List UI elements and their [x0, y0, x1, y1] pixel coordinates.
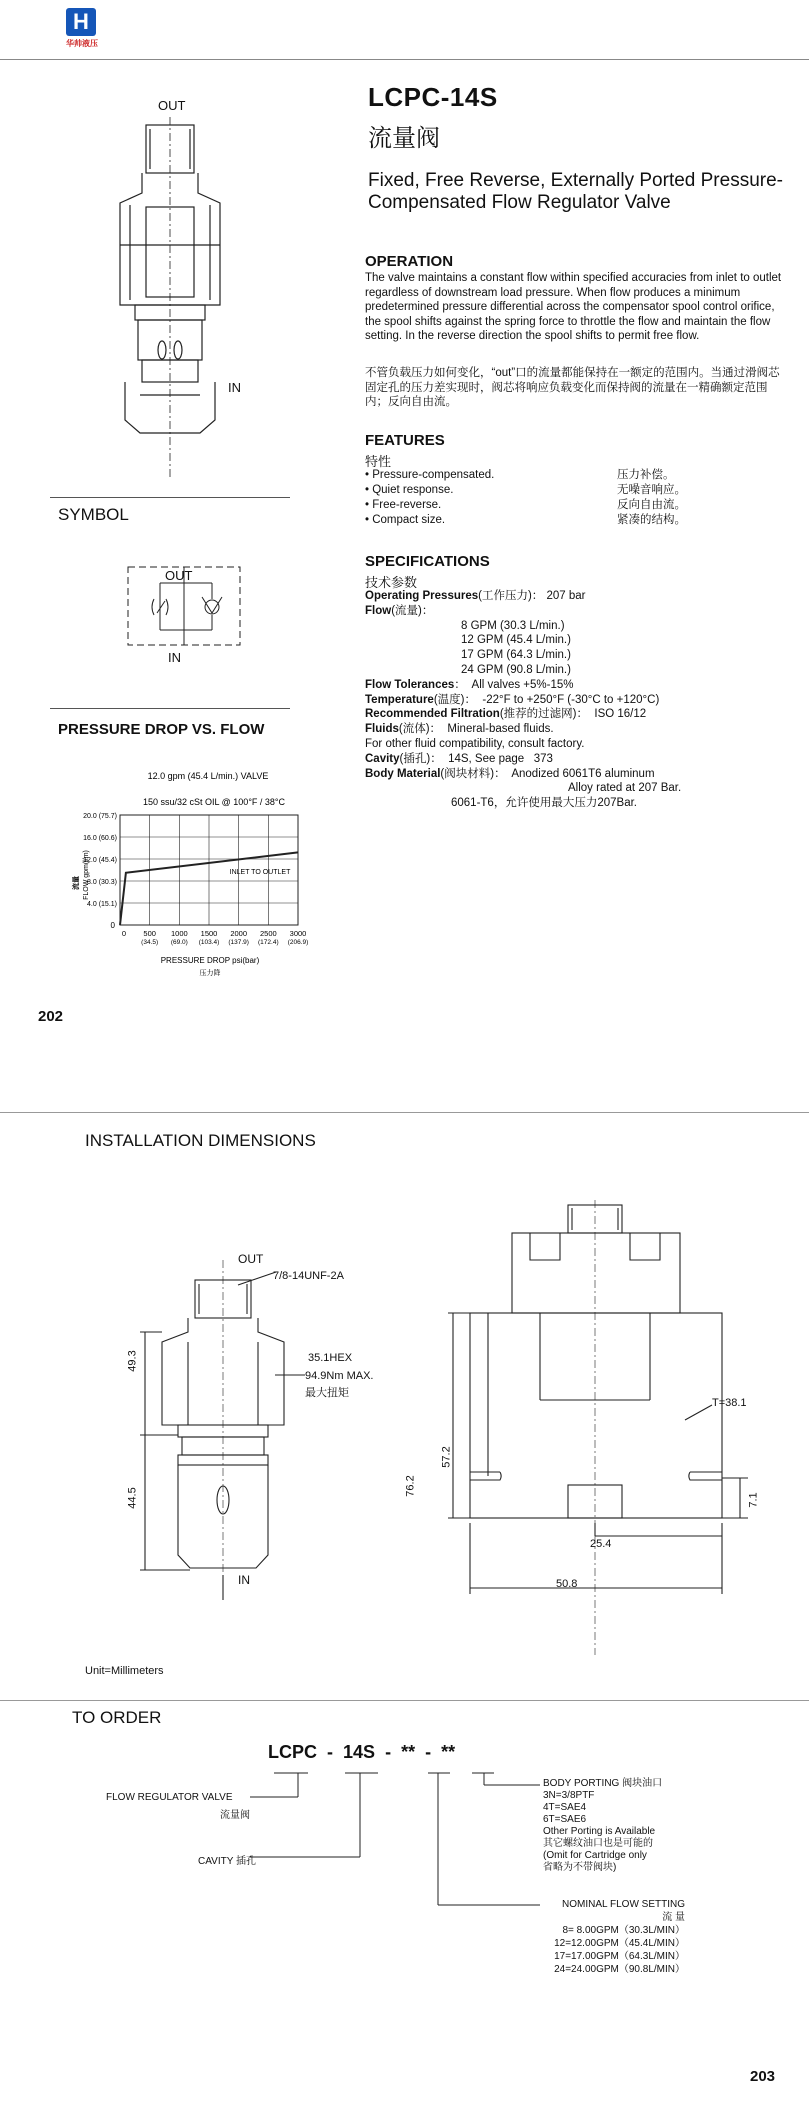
- order-code-sep: -: [385, 1742, 392, 1762]
- spec-temperature: [365, 693, 681, 708]
- install-hex-label: 35.1HEX: [308, 1352, 353, 1364]
- install-thread-label: 7/8-14UNF-2A: [273, 1270, 344, 1282]
- feature-item: [365, 498, 686, 513]
- logo-mark: H: [66, 8, 96, 36]
- order-code: [268, 1742, 455, 1763]
- model-title-cn: 流量阀: [368, 125, 440, 152]
- spec-filtration: [365, 707, 681, 722]
- spec-flow-value: (流量)：: [391, 604, 434, 617]
- chart-x-tick-label: 2500: [259, 929, 277, 938]
- nominal-line: 17=17.00GPM（64.3L/MIN）: [554, 1951, 685, 1962]
- nominal-title: NOMINAL FLOW SETTING: [562, 1899, 685, 1910]
- installation-heading: INSTALLATION DIMENSIONS: [85, 1131, 316, 1150]
- drawing-out-label: OUT: [158, 98, 186, 113]
- dim-76-2: 76.2: [404, 1475, 417, 1497]
- order-code-porting: **: [441, 1742, 456, 1762]
- dim-t-38-1: T=38.1: [712, 1397, 747, 1409]
- order-code-sep: -: [425, 1742, 432, 1762]
- features-heading: FEATURES: [365, 432, 445, 449]
- chart-y-tick-label: 4.0 (15.1): [87, 901, 117, 908]
- spec-fluids-note: For other fluid compatibility, consult factory.: [365, 737, 585, 750]
- dim-25-4: 25.4: [590, 1538, 612, 1550]
- spec-cavity-label: Cavity: [365, 752, 400, 765]
- install-out-label: OUT: [238, 1252, 264, 1266]
- install-torque-cn: 最大扭矩: [305, 1387, 349, 1399]
- chart-x-tick-bar-label: (34.5): [141, 939, 159, 946]
- spec-body: [365, 767, 681, 782]
- top-rule: [0, 59, 809, 60]
- spec-fluids: [365, 722, 681, 737]
- chart-x-tick-label: 0: [121, 929, 127, 938]
- spec-fluids-label: Fluids: [365, 723, 399, 736]
- body-porting-line: 其它螺纹油口也是可能的: [543, 1838, 653, 1849]
- chart-rule: [50, 708, 290, 709]
- chart-y-tick-label: 12.0 (45.4): [83, 857, 117, 864]
- page-separator: [0, 1112, 809, 1113]
- chart-x-tick-label: 2000: [230, 929, 248, 938]
- feature-cn: 无噪音响应。: [617, 484, 686, 496]
- dim-49-3: 49.3: [126, 1350, 139, 1372]
- operation-text-cn: 不管负载压力如何变化，“out”口的流量都能保持在一额定的范围内。当通过滑阀芯固定孔的压力差实现时，阀芯将响应负载变化而保持阀的流量在一精确额定范围内；反向自由流。: [365, 367, 780, 409]
- feature-item: [365, 483, 686, 498]
- nominal-line: 8= 8.00GPM（30.3L/MIN）: [562, 1925, 685, 1936]
- spec-temperature-value: (温度)： -22°F to +250°F (-30°C to +120°C): [433, 693, 660, 706]
- spec-flow-value-3: 17 GPM (64.3 L/min.): [461, 649, 571, 662]
- dim-7-1: 7.1: [747, 1492, 760, 1508]
- symbol-heading: SYMBOL: [58, 505, 129, 524]
- order-code-sep: -: [327, 1742, 334, 1762]
- spec-temperature-label: Temperature: [365, 693, 434, 706]
- order-flow-reg-label: FLOW REGULATOR VALVE: [106, 1792, 233, 1803]
- order-separator: [0, 1700, 809, 1701]
- chart-x-tick-label: 500: [143, 929, 156, 938]
- spec-flow-value-1: 8 GPM (30.3 L/min.): [461, 619, 565, 632]
- chart-x-tick-bar-label: (137.9): [228, 939, 249, 946]
- spec-fluids-value: (流体)： Mineral-based fluids.: [398, 723, 554, 736]
- body-porting-title: BODY PORTING 阀块油口: [543, 1778, 663, 1789]
- feature-cn: 紧凑的结构。: [617, 514, 686, 526]
- spec-body-value: (阀块材料)： Anodized 6061T6 aluminum: [440, 767, 655, 780]
- chart-y-tick-label: 16.0 (60.6): [83, 835, 117, 842]
- features-heading-cn: 特性: [365, 454, 392, 469]
- chart-x-tick-label: 1000: [170, 929, 188, 938]
- spec-tolerance: [365, 678, 681, 693]
- symbol-rule: [50, 497, 290, 498]
- spec-flow-value-2: 12 GPM (45.4 L/min.): [461, 634, 571, 647]
- feature-en: • Compact size.: [365, 514, 446, 526]
- chart-x-tick-label: 1500: [200, 929, 218, 938]
- model-title: LCPC-14S: [368, 82, 498, 112]
- order-code-cavity: 14S: [343, 1742, 376, 1762]
- feature-en: • Quiet response.: [365, 484, 454, 496]
- features-list: [365, 468, 686, 528]
- model-subtitle: Fixed, Free Reverse, Externally Ported Pressure-Compensated Flow Regulator Valve: [368, 170, 783, 213]
- dim-57-2: 57.2: [440, 1446, 453, 1468]
- chart-x-ticks: [122, 929, 308, 946]
- chart-ylabel-cn: 流量: [73, 876, 80, 890]
- body-porting-line: 4T=SAE4: [543, 1802, 587, 1813]
- feature-en: • Pressure-compensated.: [365, 469, 495, 481]
- order-heading: TO ORDER: [72, 1708, 162, 1727]
- unit-note: Unit=Millimeters: [85, 1665, 164, 1677]
- feature-en: • Free-reverse.: [365, 499, 442, 511]
- logo-brand-text: 华帅液压: [66, 39, 98, 48]
- order-nominal-flow: [535, 1898, 685, 1976]
- chart-subtitle: 150 ssu/32 cSt OIL @ 100°F / 38°C: [142, 797, 286, 807]
- drawing-in-label: IN: [228, 380, 241, 395]
- page-number-202: 202: [38, 1008, 64, 1025]
- feature-item: [365, 468, 686, 483]
- feature-cn: 压力补偿。: [617, 469, 675, 481]
- chart-xlabel-cn: 压力降: [199, 970, 221, 977]
- brand-logo: [52, 8, 112, 54]
- spec-body-value2: Alloy rated at 207 Bar.: [568, 782, 682, 795]
- pressure-drop-chart: [50, 765, 310, 990]
- chart-x-tick-bar-label: (172.4): [258, 939, 279, 946]
- symbol-in-label: IN: [168, 650, 181, 665]
- order-code-flow: **: [401, 1742, 416, 1762]
- specifications-block: [365, 589, 681, 811]
- chart-title: 12.0 gpm (45.4 L/min.) VALVE: [147, 771, 269, 781]
- spec-filtration-value: (推荐的过滤网)： ISO 16/12: [499, 708, 647, 721]
- chart-x-tick-bar-label: (69.0): [170, 939, 188, 946]
- spec-op-pressure-value: (工作压力)： 207 bar: [478, 590, 586, 602]
- spec-flow-label: Flow: [365, 604, 392, 617]
- nominal-line: 12=12.00GPM（45.4L/MIN）: [554, 1938, 685, 1949]
- body-porting-line: 6T=SAE6: [543, 1814, 587, 1825]
- dim-44-5: 44.5: [126, 1487, 139, 1509]
- body-porting-line: 3N=3/8PTF: [543, 1790, 595, 1801]
- install-torque-label: 94.9Nm MAX.: [305, 1370, 374, 1382]
- body-porting-line: (Omit for Cartridge only: [543, 1850, 647, 1861]
- order-code-series: LCPC: [268, 1742, 317, 1762]
- cartridge-section-drawing: [90, 95, 290, 485]
- chart-xlabel: PRESSURE DROP psi(bar): [160, 956, 260, 965]
- page-number-203: 203: [750, 2068, 776, 2085]
- chart-y-origin: 0: [110, 921, 115, 930]
- order-leader-lines: [250, 1765, 570, 1945]
- installation-dimensions-drawing: [100, 1180, 809, 1680]
- body-porting-line: 省略为不带阀块): [543, 1862, 617, 1873]
- spec-body-value-cn: 6061-T6，允许使用最大压力207Bar.: [451, 797, 637, 810]
- spec-tolerance-value: ： All valves +5%-15%: [454, 678, 574, 691]
- operation-text: The valve maintains a constant flow within specified accuracies from inlet to outlet regardless of downstream load pressure. When flow produces a minimum predetermined pressure differential across the compensator spool control orifice, the spool shifts against the spring force to throttle the flow and maintain the flow setting. In the reverse direction the spool shifts to permit free flow.: [365, 272, 782, 343]
- spec-filtration-label: Recommended Filtration: [365, 708, 500, 721]
- spec-cavity: [365, 752, 681, 767]
- spec-op-pressure-label: Operating Pressures: [365, 590, 479, 602]
- install-in-label: IN: [238, 1573, 250, 1587]
- chart-annotation: INLET TO OUTLET: [229, 869, 291, 876]
- specifications-heading: SPECIFICATIONS: [365, 553, 490, 570]
- spec-body-label: Body Material: [365, 767, 441, 780]
- chart-x-tick-bar-label: (206.9): [287, 939, 309, 946]
- feature-cn: 反向自由流。: [617, 499, 686, 511]
- spec-op-pressure: [365, 589, 681, 604]
- order-body-porting: [543, 1778, 662, 1874]
- chart-x-tick-label: 3000: [289, 929, 307, 938]
- order-flow-reg-cn: 流量阀: [220, 1810, 250, 1821]
- nominal-line: 24=24.00GPM（90.8L/MIN）: [554, 1964, 685, 1975]
- order-cavity-label: CAVITY 插孔: [198, 1856, 256, 1867]
- body-porting-line: Other Porting is Available: [543, 1826, 656, 1837]
- chart-ylabel: FLOW gpm(l/m): [83, 850, 90, 900]
- nominal-title-cn: 流 量: [662, 1912, 685, 1923]
- spec-cavity-value: (插孔)： 14S, See page 373: [399, 752, 553, 765]
- chart-y-tick-label: 20.0 (75.7): [83, 813, 117, 820]
- chart-heading: PRESSURE DROP VS. FLOW: [58, 721, 265, 738]
- chart-x-tick-bar-label: (103.4): [198, 939, 220, 946]
- spec-flow: [365, 604, 681, 619]
- spec-tolerance-label: Flow Tolerances: [365, 678, 455, 691]
- chart-y-tick-label: 8.0 (30.3): [87, 879, 117, 886]
- dim-50-8: 50.8: [556, 1578, 578, 1590]
- specifications-heading-cn: 技术参数: [365, 575, 418, 590]
- feature-item: [365, 513, 686, 528]
- symbol-out-label: OUT: [165, 568, 193, 583]
- spec-flow-value-4: 24 GPM (90.8 L/min.): [461, 663, 571, 676]
- operation-heading: OPERATION: [365, 253, 454, 270]
